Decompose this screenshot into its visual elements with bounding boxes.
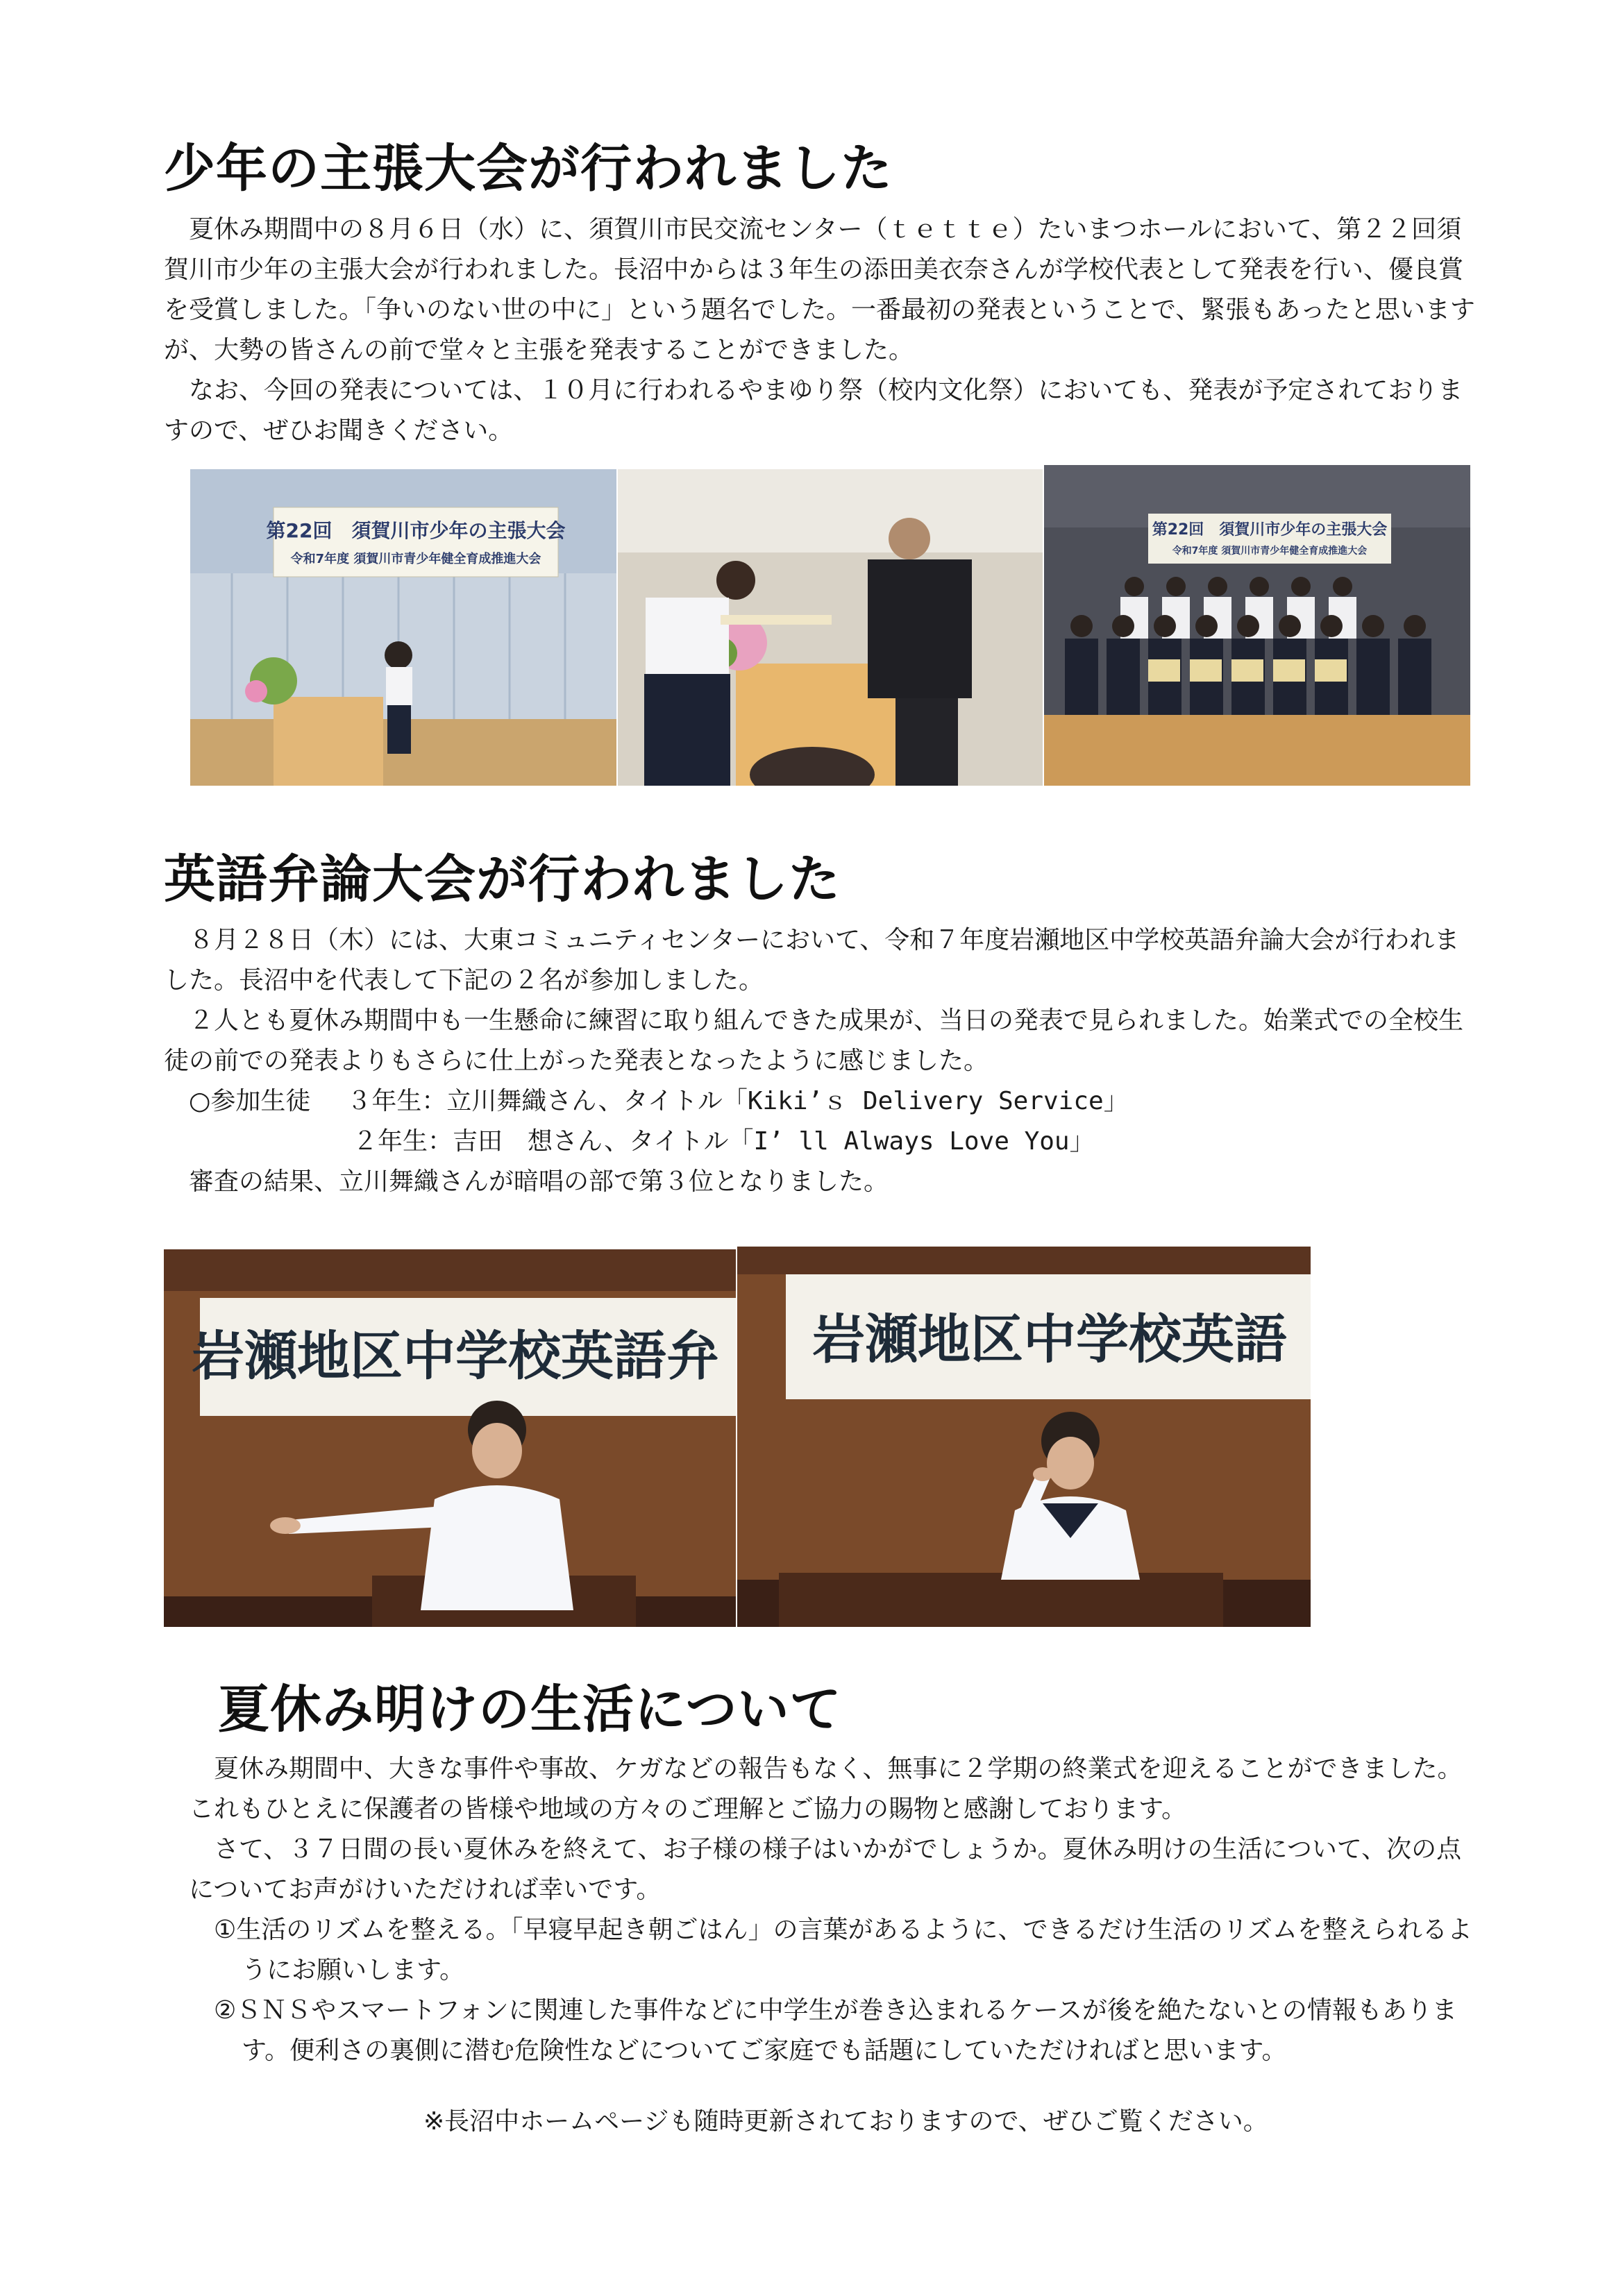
participant-line bbox=[164, 1122, 1480, 1162]
participant-grade-name: ２年生：吉田 想さん、タイトル bbox=[353, 1127, 729, 1156]
section2-paragraph: ２人とも夏休み期間中も一生懸命に練習に取り組んできた成果が、当日の発表で見られました。始業式での全校生徒の前での発表よりもさらに仕上がった発表となったように感じました。 bbox=[164, 1006, 1464, 1075]
photo-sign-subtext: 令和7年度 須賀川市青少年健全育成推進大会 bbox=[290, 552, 541, 566]
footer-note: ※長沼中ホームページも随時更新されておりますので、ぜひご覧ください。 bbox=[423, 2107, 1268, 2136]
section3-paragraph: さて、３７日間の長い夏休みを終えて、お子様の様子はいかがでしょうか。夏休み明けの生活について、次の点についてお声がけいただければ幸いです。 bbox=[189, 1835, 1462, 1904]
photo-speech-contest-podium bbox=[190, 469, 616, 786]
participant-title: 「Kiki’ｓ Delivery Service」 bbox=[722, 1087, 1129, 1115]
section2-paragraph: ８月２８日（木）には、大東コミュニティセンターにおいて、令和７年度岩瀬地区中学校英語弁論大会が行われました。長沼中を代表して下記の２名が参加しました。 bbox=[164, 926, 1460, 995]
section3-heading: 夏休み明けの生活について bbox=[218, 1680, 842, 1739]
section2-body bbox=[164, 920, 1480, 1202]
participant-line bbox=[164, 1081, 1480, 1122]
advice-item: ②ＳＮＳやスマートフォンに関連した事件などに中学生が巻き込まれるケースが後を絶たないとの情報もあります。便利さの裏側に潜む危険性などについてご家庭でも話題にしていただければと思います。 bbox=[214, 1996, 1457, 2065]
contest-result: 審査の結果、立川舞織さんが暗唱の部で第３位となりました。 bbox=[189, 1167, 889, 1196]
participant-grade-name: ３年生：立川舞織さん、タイトル bbox=[346, 1087, 723, 1115]
photo-sign-subtext: 令和7年度 須賀川市青少年健全育成推進大会 bbox=[1172, 546, 1368, 557]
photo-girl-speaker bbox=[737, 1247, 1311, 1627]
participant-title: 「I’ ll Always Love You」 bbox=[728, 1127, 1095, 1156]
photo-award-presentation bbox=[618, 469, 1043, 786]
photo-sign-text: 第22回 須賀川市少年の主張大会 bbox=[266, 519, 566, 542]
section1-paragraph: 夏休み期間中の８月６日（水）に、須賀川市民交流センター（ｔｅｔｔｅ）たいまつホールにおいて、第２２回須賀川市少年の主張大会が行われました。長沼中からは３年生の添田美衣奈さんが学校代表として発表を行い、優良賞を受賞しました。「争いのない世の中に」という題名でした。一番最初の発表ということで、緊張もあったと思いますが、大勢の皆さんの前で堂々と主張を発表することができました。 bbox=[164, 215, 1475, 364]
photo-group bbox=[1044, 465, 1470, 786]
photo-banner-text: 岩瀬地区中学校英語弁 bbox=[192, 1325, 719, 1387]
section2-heading: 英語弁論大会が行われました bbox=[164, 850, 841, 909]
section1-heading: 少年の主張大会が行われました bbox=[164, 139, 893, 199]
advice-item: ①生活のリズムを整える。「早寝早起き朝ごはん」の言葉があるように、できるだけ生活のリズムを整えられるようにお願いします。 bbox=[214, 1916, 1472, 1984]
section3-body bbox=[189, 1749, 1480, 2071]
participants-label: ○参加生徒 bbox=[189, 1087, 311, 1115]
section3-paragraph: 夏休み期間中、大きな事件や事故、ケガなどの報告もなく、無事に２学期の終業式を迎えることができました。これもひとえに保護者の皆様や地域の方々のご理解とご協力の賜物と感謝しております。 bbox=[189, 1755, 1463, 1823]
section1-body bbox=[164, 210, 1480, 451]
section1-paragraph: なお、今回の発表については、１０月に行われるやまゆり祭（校内文化祭）においても、発表が予定されておりますので、ぜひお聞きください。 bbox=[164, 376, 1463, 445]
photo-boy-speaker bbox=[164, 1249, 736, 1627]
photo-sign-text: 第22回 須賀川市少年の主張大会 bbox=[1152, 521, 1388, 539]
photo-banner-text: 岩瀬地区中学校英語 bbox=[812, 1308, 1287, 1370]
